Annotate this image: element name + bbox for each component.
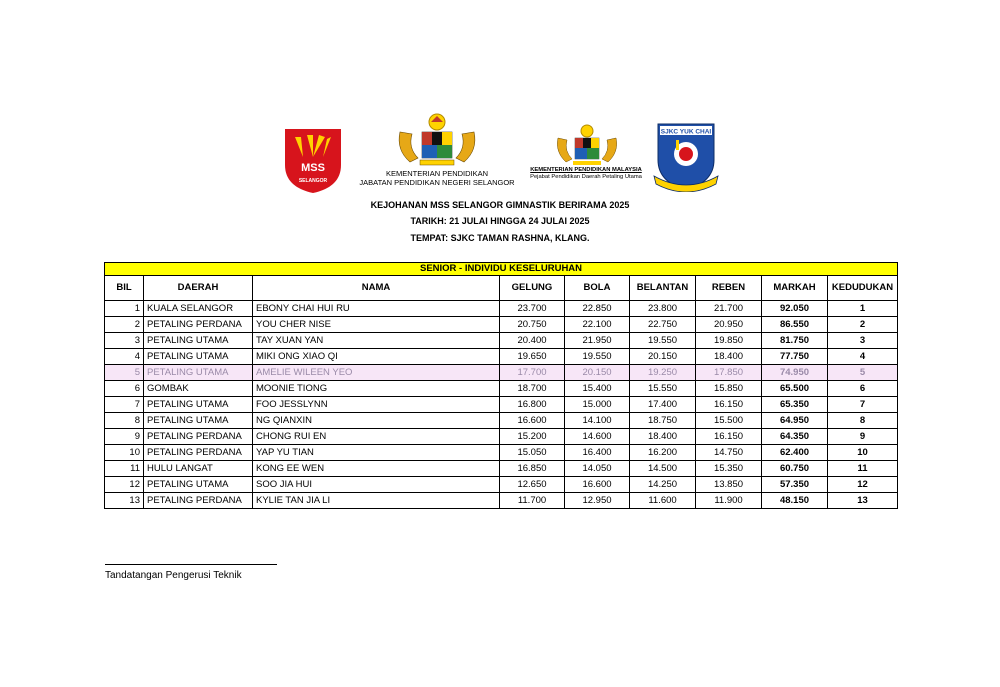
cell-markah: 77.750 [762, 349, 828, 365]
header-daerah: DAERAH [144, 276, 253, 301]
cell-bil: 4 [105, 349, 144, 365]
cell-reben: 18.400 [696, 349, 762, 365]
cell-markah: 65.350 [762, 397, 828, 413]
header-kedudukan: KEDUDUKAN [828, 276, 898, 301]
cell-gelung: 12.650 [500, 477, 565, 493]
cell-reben: 20.950 [696, 317, 762, 333]
results-table-body [105, 263, 898, 509]
header-belantan: BELANTAN [630, 276, 696, 301]
cell-belantan: 22.750 [630, 317, 696, 333]
cell-bil: 11 [105, 461, 144, 477]
kpm-malaysia-caption-line1: KEMENTERIAN PENDIDIKAN MALAYSIA [530, 167, 642, 173]
kpm-caption-line2: JABATAN PENDIDIKAN NEGERI SELANGOR [359, 178, 515, 187]
cell-daerah: PETALING UTAMA [144, 365, 253, 381]
table-row [105, 317, 898, 333]
table-row [105, 429, 898, 445]
sjkc-yuk-chai-logo [650, 120, 722, 192]
cell-daerah: PETALING PERDANA [144, 445, 253, 461]
cell-markah: 64.950 [762, 413, 828, 429]
cell-bil: 3 [105, 333, 144, 349]
cell-belantan: 14.500 [630, 461, 696, 477]
cell-kedudukan: 13 [828, 493, 898, 509]
cell-reben: 19.850 [696, 333, 762, 349]
cell-daerah: PETALING PERDANA [144, 317, 253, 333]
table-row [105, 397, 898, 413]
cell-bil: 7 [105, 397, 144, 413]
cell-reben: 15.500 [696, 413, 762, 429]
table-row [105, 461, 898, 477]
cell-bil: 13 [105, 493, 144, 509]
cell-markah: 62.400 [762, 445, 828, 461]
cell-gelung: 18.700 [500, 381, 565, 397]
cell-bil: 9 [105, 429, 144, 445]
cell-gelung: 16.600 [500, 413, 565, 429]
cell-kedudukan: 8 [828, 413, 898, 429]
cell-daerah: PETALING UTAMA [144, 397, 253, 413]
mss-logo-text: MSS [301, 162, 325, 174]
cell-daerah: PETALING PERDANA [144, 493, 253, 509]
cell-belantan: 20.150 [630, 349, 696, 365]
cell-kedudukan: 3 [828, 333, 898, 349]
header-nama: NAMA [253, 276, 500, 301]
cell-kedudukan: 5 [828, 365, 898, 381]
cell-belantan: 16.200 [630, 445, 696, 461]
cell-kedudukan: 7 [828, 397, 898, 413]
cell-kedudukan: 1 [828, 301, 898, 317]
cell-markah: 86.550 [762, 317, 828, 333]
cell-belantan: 15.550 [630, 381, 696, 397]
cell-gelung: 11.700 [500, 493, 565, 509]
table-row [105, 413, 898, 429]
cell-kedudukan: 4 [828, 349, 898, 365]
cell-bil: 10 [105, 445, 144, 461]
cell-reben: 15.850 [696, 381, 762, 397]
logo-strip [0, 0, 1000, 200]
table-row [105, 333, 898, 349]
cell-daerah: PETALING PERDANA [144, 429, 253, 445]
header-gelung: GELUNG [500, 276, 565, 301]
table-header-row [105, 276, 898, 301]
cell-belantan: 19.250 [630, 365, 696, 381]
cell-daerah: PETALING UTAMA [144, 333, 253, 349]
cell-nama: YOU CHER NISE [253, 317, 500, 333]
cell-daerah: HULU LANGAT [144, 461, 253, 477]
event-date: TARIKH: 21 JULAI HINGGA 24 JULAI 2025 [410, 216, 590, 226]
cell-gelung: 15.200 [500, 429, 565, 445]
cell-bola: 21.950 [565, 333, 630, 349]
cell-nama: CHONG RUI EN [253, 429, 500, 445]
cell-reben: 16.150 [696, 429, 762, 445]
cell-bil: 12 [105, 477, 144, 493]
cell-nama: MOONIE TIONG [253, 381, 500, 397]
cell-belantan: 18.400 [630, 429, 696, 445]
sjkc-logo-text: SJKC YUK CHAI [660, 128, 712, 136]
cell-belantan: 11.600 [630, 493, 696, 509]
kpm-caption-line1: KEMENTERIAN PENDIDIKAN [385, 169, 489, 178]
kpm-malaysia-crest-logo [552, 124, 622, 166]
signature-label: Tandatangan Pengerusi Teknik [105, 570, 242, 581]
cell-markah: 60.750 [762, 461, 828, 477]
kpm-caption [352, 169, 522, 187]
cell-markah: 81.750 [762, 333, 828, 349]
table-row [105, 365, 898, 381]
kpm-crest-logo [392, 112, 482, 167]
header-markah: MARKAH [762, 276, 828, 301]
cell-reben: 17.850 [696, 365, 762, 381]
header-bola: BOLA [565, 276, 630, 301]
table-row [105, 493, 898, 509]
table-row [105, 301, 898, 317]
cell-belantan: 14.250 [630, 477, 696, 493]
cell-belantan: 23.800 [630, 301, 696, 317]
signature-line [105, 564, 277, 565]
cell-nama: SOO JIA HUI [253, 477, 500, 493]
cell-kedudukan: 6 [828, 381, 898, 397]
cell-kedudukan: 10 [828, 445, 898, 461]
cell-nama: YAP YU TIAN [253, 445, 500, 461]
cell-reben: 14.750 [696, 445, 762, 461]
header-reben: REBEN [696, 276, 762, 301]
cell-bola: 19.550 [565, 349, 630, 365]
cell-bil: 6 [105, 381, 144, 397]
cell-bola: 14.050 [565, 461, 630, 477]
cell-bola: 16.400 [565, 445, 630, 461]
cell-nama: EBONY CHAI HUI RU [253, 301, 500, 317]
cell-bola: 22.850 [565, 301, 630, 317]
cell-kedudukan: 9 [828, 429, 898, 445]
cell-markah: 57.350 [762, 477, 828, 493]
table-title-row [105, 263, 898, 276]
table-row [105, 381, 898, 397]
table-row [105, 445, 898, 461]
cell-nama: AMELIE WILEEN YEO [253, 365, 500, 381]
cell-belantan: 17.400 [630, 397, 696, 413]
cell-gelung: 17.700 [500, 365, 565, 381]
cell-reben: 11.900 [696, 493, 762, 509]
results-table [104, 262, 898, 509]
cell-belantan: 18.750 [630, 413, 696, 429]
cell-markah: 65.500 [762, 381, 828, 397]
cell-gelung: 20.750 [500, 317, 565, 333]
cell-belantan: 19.550 [630, 333, 696, 349]
cell-kedudukan: 2 [828, 317, 898, 333]
cell-gelung: 15.050 [500, 445, 565, 461]
cell-markah: 64.350 [762, 429, 828, 445]
cell-bil: 8 [105, 413, 144, 429]
cell-reben: 13.850 [696, 477, 762, 493]
cell-kedudukan: 11 [828, 461, 898, 477]
mss-logo-subtext: SELANGOR [298, 178, 328, 184]
cell-gelung: 16.850 [500, 461, 565, 477]
cell-daerah: GOMBAK [144, 381, 253, 397]
cell-daerah: PETALING UTAMA [144, 413, 253, 429]
cell-bil: 1 [105, 301, 144, 317]
cell-bola: 22.100 [565, 317, 630, 333]
cell-daerah: PETALING UTAMA [144, 477, 253, 493]
cell-nama: NG QIANXIN [253, 413, 500, 429]
cell-bola: 14.600 [565, 429, 630, 445]
cell-nama: KONG EE WEN [253, 461, 500, 477]
cell-bil: 2 [105, 317, 144, 333]
mss-selangor-logo [283, 127, 343, 195]
event-venue: TEMPAT: SJKC TAMAN RASHNA, KLANG. [410, 233, 590, 243]
cell-gelung: 20.400 [500, 333, 565, 349]
cell-gelung: 23.700 [500, 301, 565, 317]
cell-markah: 92.050 [762, 301, 828, 317]
cell-nama: KYLIE TAN JIA LI [253, 493, 500, 509]
header-bil: BIL [105, 276, 144, 301]
cell-bola: 12.950 [565, 493, 630, 509]
table-title: SENIOR - INDIVIDU KESELURUHAN [105, 263, 898, 276]
cell-bil: 5 [105, 365, 144, 381]
cell-reben: 15.350 [696, 461, 762, 477]
cell-bola: 14.100 [565, 413, 630, 429]
table-row [105, 349, 898, 365]
cell-bola: 15.000 [565, 397, 630, 413]
cell-nama: TAY XUAN YAN [253, 333, 500, 349]
cell-bola: 20.150 [565, 365, 630, 381]
cell-markah: 48.150 [762, 493, 828, 509]
cell-nama: MIKI ONG XIAO QI [253, 349, 500, 365]
event-title: KEJOHANAN MSS SELANGOR GIMNASTIK BERIRAMA 2025 [370, 200, 630, 210]
kpm-malaysia-caption-line2: Pejabat Pendidikan Daerah Petaling Utama [530, 174, 642, 180]
cell-gelung: 16.800 [500, 397, 565, 413]
cell-nama: FOO JESSLYNN [253, 397, 500, 413]
cell-daerah: PETALING UTAMA [144, 349, 253, 365]
cell-reben: 16.150 [696, 397, 762, 413]
table-row [105, 477, 898, 493]
cell-bola: 15.400 [565, 381, 630, 397]
cell-bola: 16.600 [565, 477, 630, 493]
cell-reben: 21.700 [696, 301, 762, 317]
cell-gelung: 19.650 [500, 349, 565, 365]
kpm-malaysia-caption [520, 167, 652, 181]
cell-kedudukan: 12 [828, 477, 898, 493]
cell-daerah: KUALA SELANGOR [144, 301, 253, 317]
cell-markah: 74.950 [762, 365, 828, 381]
